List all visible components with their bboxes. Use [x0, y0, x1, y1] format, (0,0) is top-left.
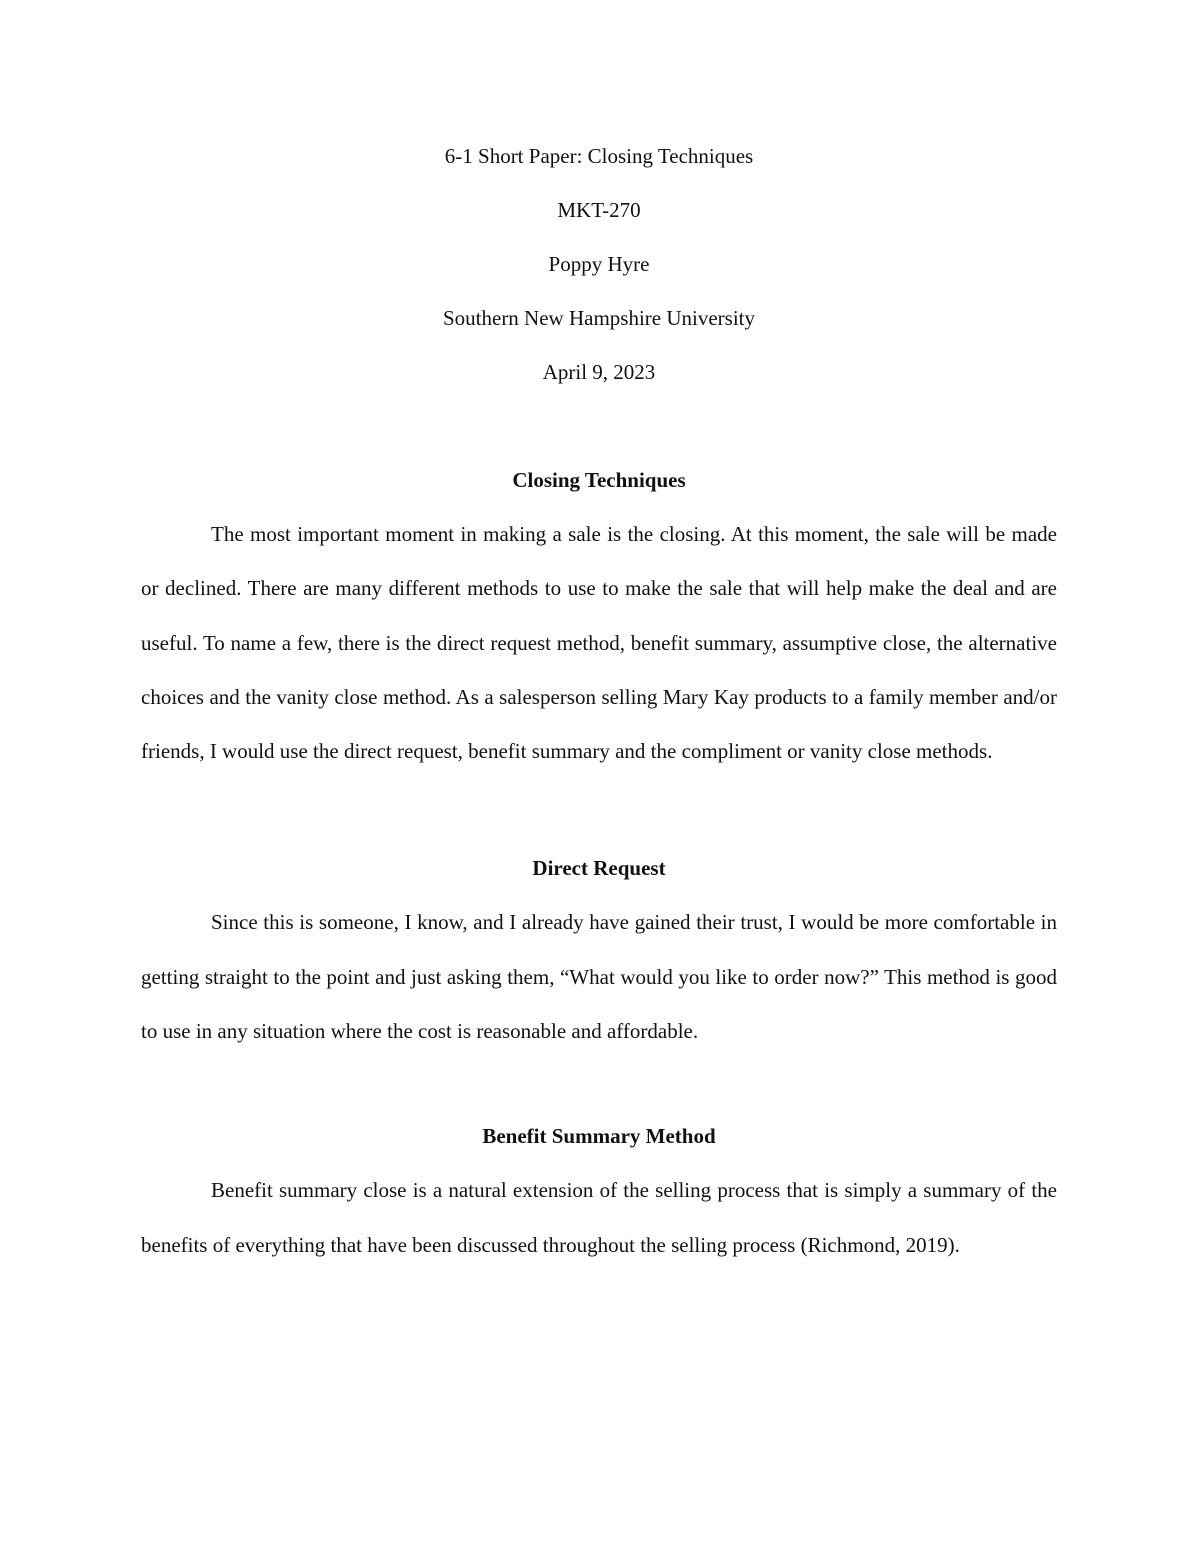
spacer [141, 1058, 1057, 1118]
course-code: MKT-270 [557, 198, 641, 222]
document-content [141, 138, 1057, 1272]
title-block [141, 138, 1057, 390]
spacer [141, 408, 1057, 462]
institution-name: Southern New Hampshire University [442, 306, 756, 330]
section-body-benefit-summary: Benefit summary close is a natural extension of the selling process that is simply a summary of the benefits of everything that have been discussed throughout the selling process (Richmond, 2019). [141, 1178, 1057, 1257]
paper-title: 6-1 Short Paper: Closing Techniques [444, 144, 754, 168]
spacer [141, 778, 1057, 850]
section-body-closing-techniques: The most important moment in making a sale is the closing. At this moment, the sale will be made or declined. There are many different methods to use to make the sale that will help make the deal and are useful. To name a few, there is the direct request method, benefit summary, assumptive close, the alternative choices and the vanity close method. As a salesperson selling Mary Kay products to a family member and/or friends, I would use the direct request, benefit summary and the compliment or vanity close methods. [141, 522, 1057, 764]
author-name: Poppy Hyre [548, 252, 650, 276]
section-body-direct-request: Since this is someone, I know, and I already have gained their trust, I would be more comfortable in getting straight to the point and just asking them, “What would you like to order now?” This method is good to use in any situation where the cost is reasonable and affordable. [141, 910, 1057, 1044]
section-heading-direct-request: Direct Request [532, 856, 666, 881]
section-heading-closing-techniques: Closing Techniques [512, 468, 686, 492]
section-heading-benefit-summary: Benefit Summary Method [482, 1124, 716, 1149]
paper-date: April 9, 2023 [542, 360, 656, 384]
